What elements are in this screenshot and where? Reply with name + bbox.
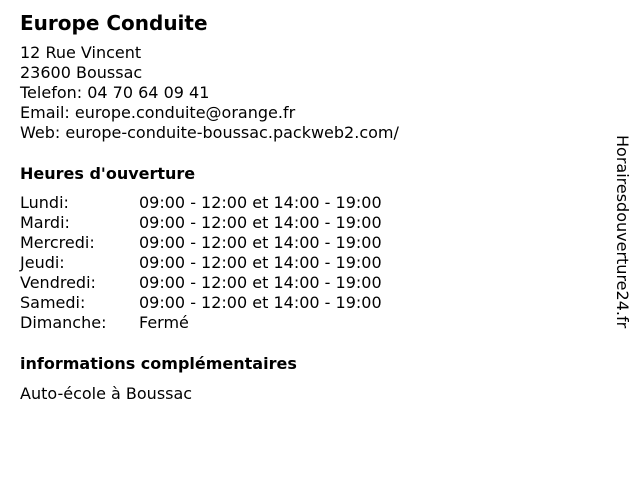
hours-value: Fermé: [139, 313, 189, 332]
email-line: Email: europe.conduite@orange.fr: [20, 103, 296, 122]
info-text: Auto-école à Boussac: [20, 384, 193, 403]
website-line: Web: europe-conduite-boussac.packweb2.com/: [20, 123, 399, 142]
day-label: Dimanche:: [20, 313, 107, 332]
hours-value: 09:00 - 12:00 et 14:00 - 19:00: [139, 233, 382, 252]
day-label: Mercredi:: [20, 233, 95, 252]
hours-value: 09:00 - 12:00 et 14:00 - 19:00: [139, 193, 382, 212]
day-label: Mardi:: [20, 213, 70, 232]
hours-heading: Heures d'ouverture: [20, 164, 196, 183]
address-city: 23600 Boussac: [20, 63, 143, 82]
info-heading: informations complémentaires: [20, 354, 297, 373]
hours-value: 09:00 - 12:00 et 14:00 - 19:00: [139, 273, 382, 292]
hours-value: 09:00 - 12:00 et 14:00 - 19:00: [139, 213, 382, 232]
day-label: Jeudi:: [20, 253, 65, 272]
hours-value: 09:00 - 12:00 et 14:00 - 19:00: [139, 253, 382, 272]
hours-value: 09:00 - 12:00 et 14:00 - 19:00: [139, 293, 382, 312]
business-name: Europe Conduite: [20, 11, 208, 35]
day-label: Lundi:: [20, 193, 69, 212]
address-street: 12 Rue Vincent: [20, 43, 142, 62]
contact-block: [20, 43, 399, 143]
day-label: Samedi:: [20, 293, 86, 312]
day-label: Vendredi:: [20, 273, 96, 292]
phone-line: Telefon: 04 70 64 09 41: [20, 83, 210, 102]
brand-watermark: Horairesdouverture24.fr: [613, 135, 632, 329]
